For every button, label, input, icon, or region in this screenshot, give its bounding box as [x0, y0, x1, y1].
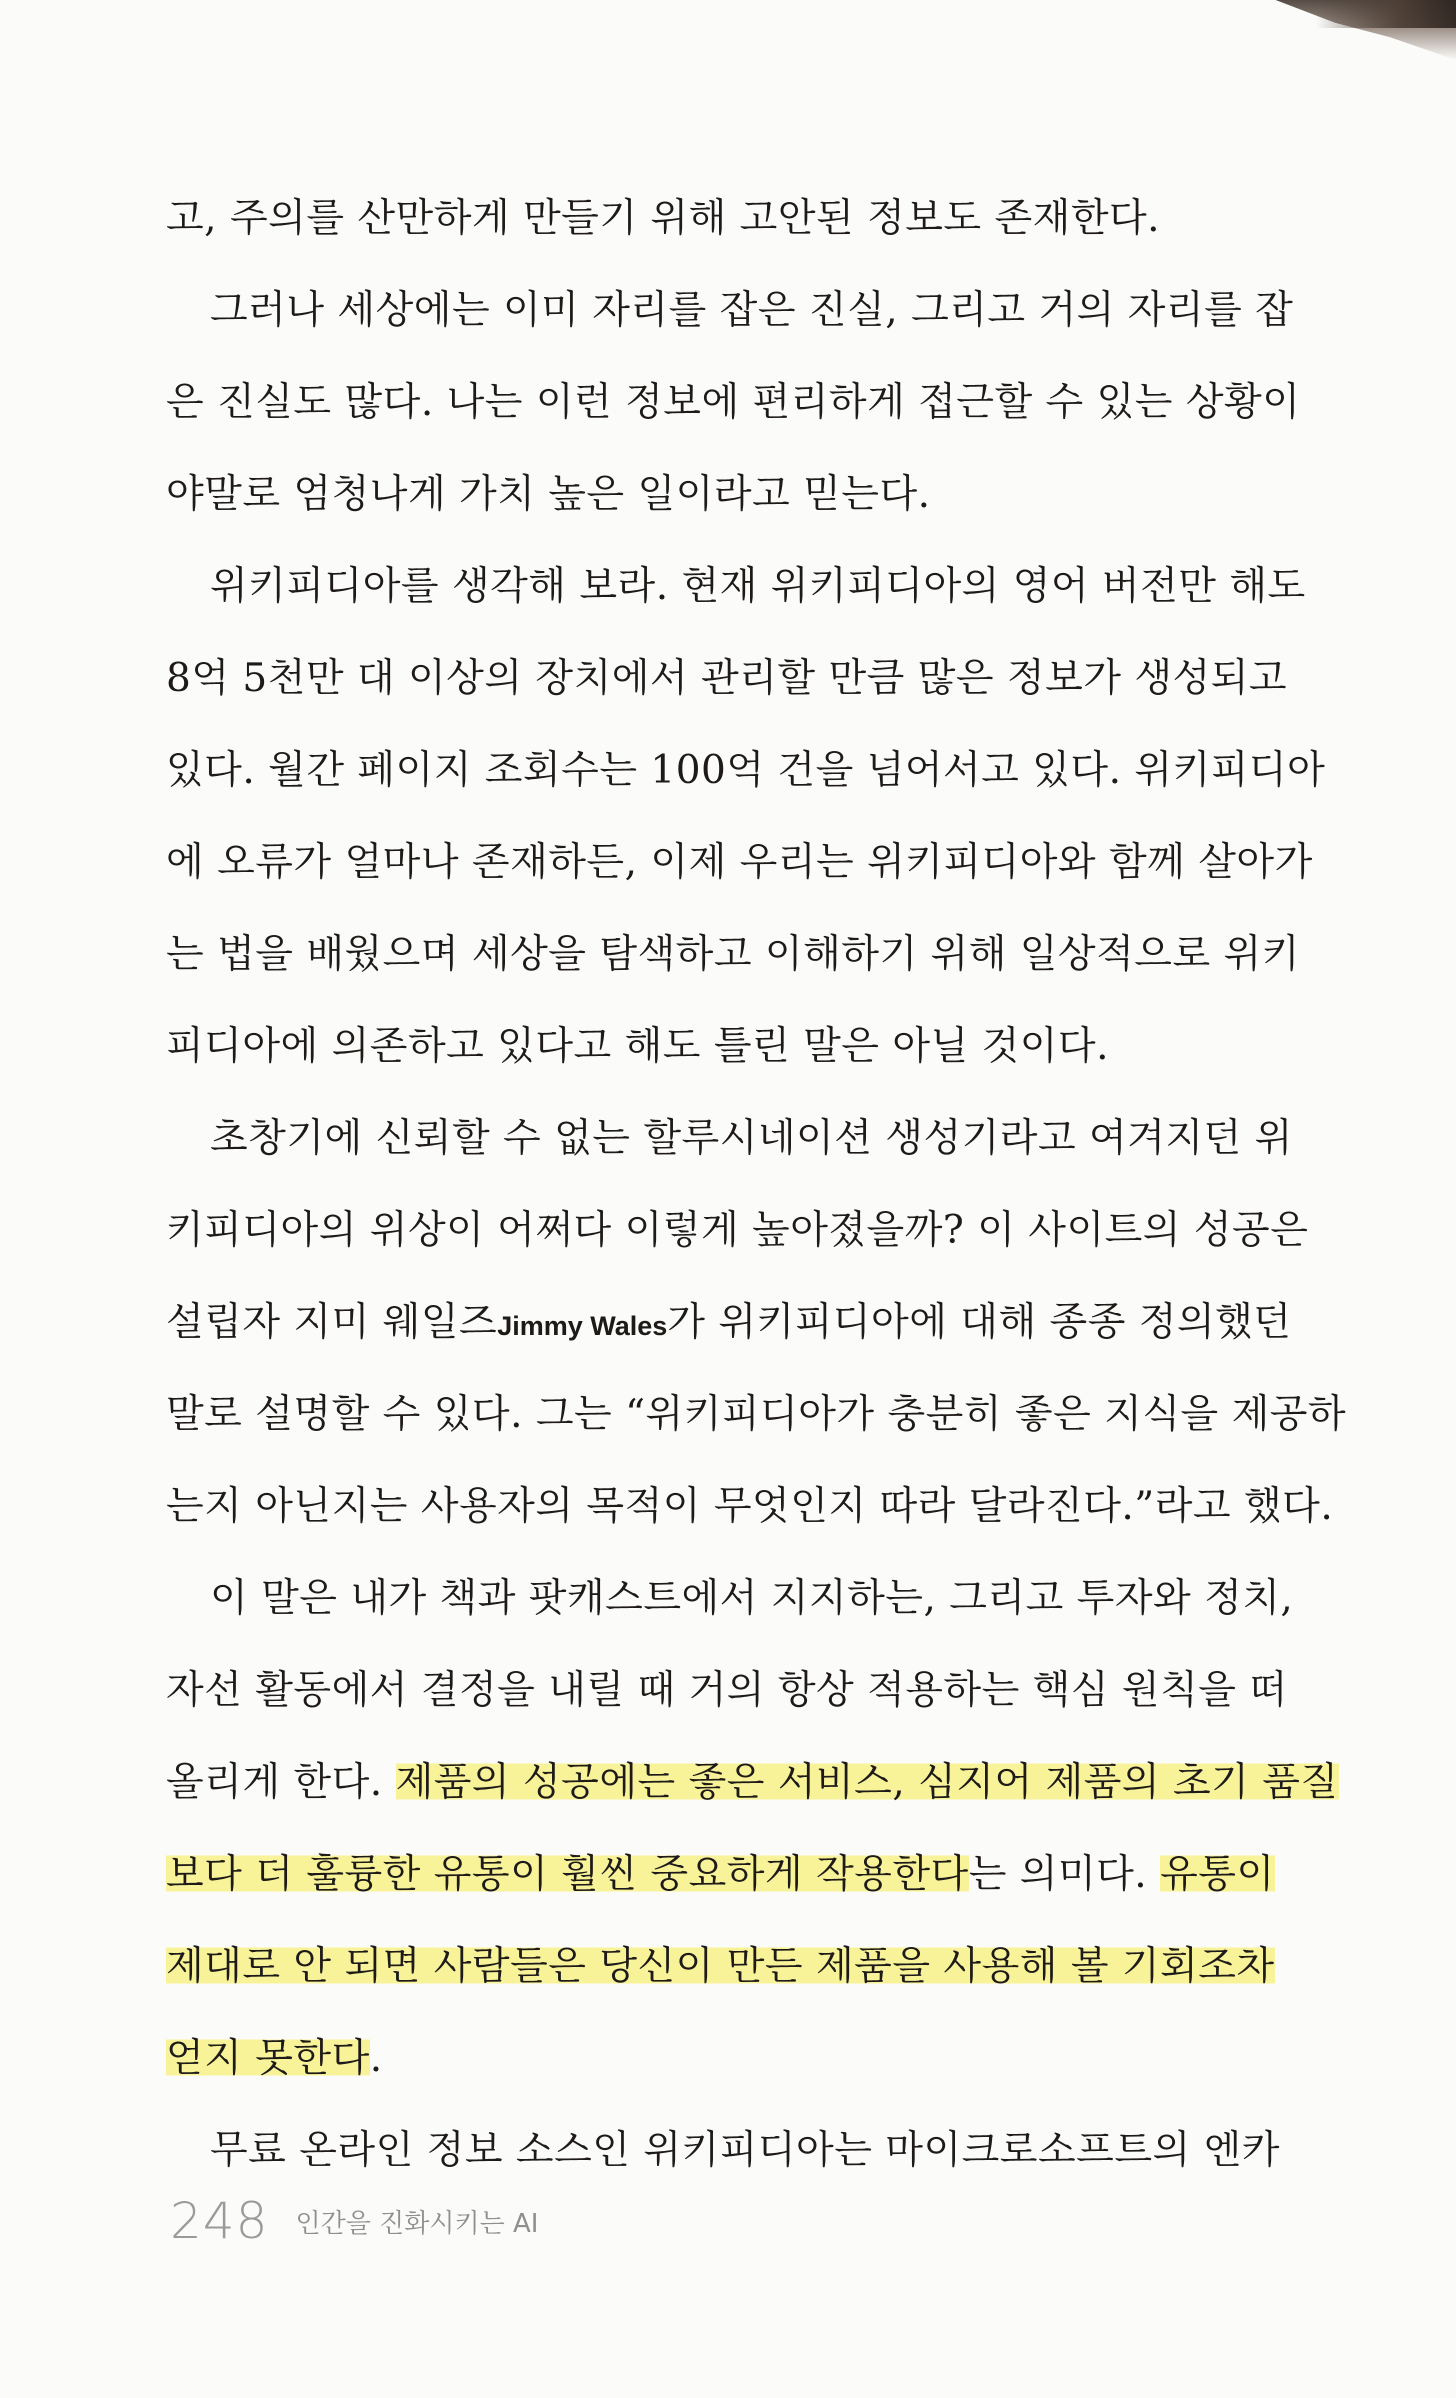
text-line: [166, 280, 1294, 372]
paragraph: [166, 1108, 1347, 1568]
text-segment: 초창기에 신뢰할 수 없는 할루시네이션 생성기라고 여겨지던 위: [210, 1116, 1293, 1161]
text-line: [166, 648, 1288, 740]
page-footer: [170, 2192, 538, 2250]
text-line: [166, 1936, 1275, 2028]
paragraph: [166, 188, 1256, 280]
text-segment: 피디아에 의존하고 있다고 해도 틀린 말은 아닐 것이다.: [166, 1024, 1110, 1069]
highlighted-text: 제대로 안 되면 사람들은 당신이 만든 제품을 사용해 볼 기회조차: [166, 1944, 1275, 1989]
text-segment: 자선 활동에서 결정을 내릴 때 거의 항상 적용하는 핵심 원칙을 떠: [166, 1668, 1288, 1713]
text-segment: 가 위키피디아에 대해 종종 정의했던: [667, 1300, 1292, 1345]
paragraph: [166, 556, 1326, 1108]
page-number: 248: [170, 2192, 269, 2250]
text-segment: 는지 아닌지는 사용자의 목적이 무엇인지 따라 달라진다.”라고 했다.: [166, 1484, 1334, 1529]
text-segment: 는 의미다.: [968, 1852, 1161, 1897]
highlighted-text: 제품의 성공에는 좋은 서비스, 심지어 제품의 초기 품질: [395, 1760, 1339, 1805]
text-line: [166, 2028, 1256, 2120]
text-segment: 이 말은 내가 책과 팟캐스트에서 지지하는, 그리고 투자와 정치,: [210, 1576, 1294, 1621]
text-line: [166, 832, 1313, 924]
text-line: [166, 1384, 1347, 1476]
text-line: [166, 1016, 1256, 1108]
text-segment: 는 법을 배웠으며 세상을 탐색하고 이해하기 위해 일상적으로 위키: [166, 932, 1300, 977]
text-segment: 그러나 세상에는 이미 자리를 잡은 진실, 그리고 거의 자리를 잡: [210, 288, 1294, 333]
text-segment: 8억 5천만 대 이상의 장치에서 관리할 만큼 많은 정보가 생성되고: [166, 656, 1288, 701]
text-line: [166, 188, 1256, 280]
text-segment: 에 오류가 얼마나 존재하든, 이제 우리는 위키피디아와 함께 살아가: [166, 840, 1313, 885]
text-segment: 있다. 월간 페이지 조회수는 100억 건을 넘어서고 있다. 위키피디아: [166, 748, 1326, 793]
text-segment: 말로 설명할 수 있다. 그는 “위키피디아가 충분히 좋은 지식을 제공하: [166, 1392, 1347, 1437]
highlighted-text: 보다 더 훌륭한 유통이 훨씬 중요하게 작용한다: [166, 1852, 969, 1897]
text-segment: .: [369, 2036, 383, 2081]
text-line: [166, 740, 1326, 832]
text-line: [166, 372, 1301, 464]
paragraph: [166, 280, 1301, 556]
text-segment: 고, 주의를 산만하게 만들기 위해 고안된 정보도 존재한다.: [166, 196, 1161, 241]
highlighted-text: 유통이: [1160, 1852, 1275, 1897]
highlighted-text: 얻지 못한다: [166, 2036, 370, 2081]
text-line: [166, 556, 1306, 648]
text-line: [166, 1660, 1288, 1752]
text-line: [166, 924, 1300, 1016]
text-segment: 키피디아의 위상이 어쩌다 이렇게 높아졌을까? 이 사이트의 성공은: [166, 1208, 1309, 1253]
body-text: [166, 188, 1347, 2212]
text-line: [166, 1844, 1275, 1936]
book-edge-shadow: [1316, 0, 1456, 28]
text-line: [166, 1292, 1292, 1384]
text-line: [166, 1200, 1309, 1292]
text-line: [166, 1752, 1339, 1844]
text-line: [166, 1476, 1334, 1568]
english-name: Jimmy Wales: [497, 1311, 668, 1341]
text-segment: 위키피디아를 생각해 보라. 현재 위키피디아의 영어 버전만 해도: [210, 564, 1306, 609]
text-segment: 은 진실도 많다. 나는 이런 정보에 편리하게 접근할 수 있는 상황이: [166, 380, 1301, 425]
text-segment: 야말로 엄청나게 가치 높은 일이라고 믿는다.: [166, 472, 931, 517]
paragraph: [166, 1568, 1339, 2120]
running-book-title: 인간을 진화시키는 AI: [295, 2208, 539, 2239]
text-line: [166, 464, 1256, 556]
text-line: [166, 1568, 1294, 1660]
text-segment: 무료 온라인 정보 소스인 위키피디아는 마이크로소프트의 엔카: [210, 2128, 1280, 2173]
text-segment: 올리게 한다.: [166, 1760, 396, 1805]
text-segment: 설립자 지미 웨일즈: [166, 1300, 498, 1345]
text-line: [166, 1108, 1293, 1200]
